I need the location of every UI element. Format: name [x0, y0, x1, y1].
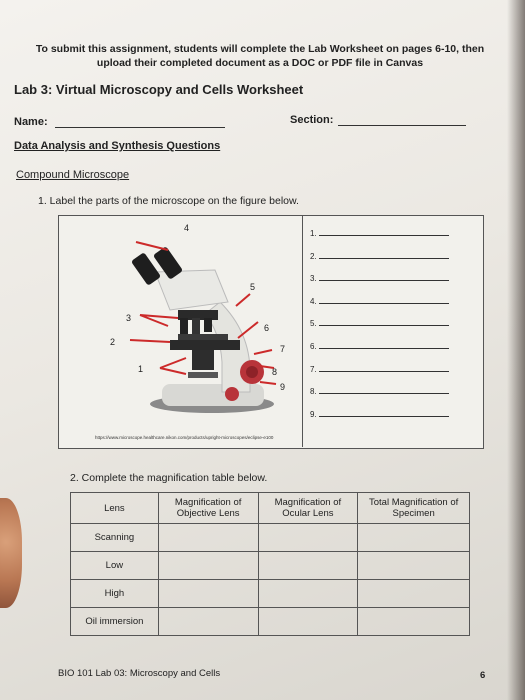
objective-2	[192, 318, 200, 334]
arrow-5	[236, 294, 250, 306]
cell-total[interactable]	[358, 524, 470, 552]
label-blank[interactable]	[319, 364, 449, 372]
marker-9: 9	[280, 382, 286, 392]
row-lens-name: High	[71, 580, 159, 608]
label-blank[interactable]	[319, 228, 449, 236]
subheading: Compound Microscope	[16, 169, 130, 181]
label-number: 8.	[310, 387, 317, 397]
arrow-9	[260, 382, 276, 384]
label-row-1[interactable]	[310, 228, 449, 251]
cell-ocular[interactable]	[258, 552, 358, 580]
arrow-7	[254, 350, 272, 354]
cell-total[interactable]	[358, 608, 470, 636]
cell-ocular[interactable]	[258, 580, 358, 608]
label-blank[interactable]	[319, 318, 449, 326]
table-row	[71, 580, 470, 608]
arrow-1b	[160, 368, 186, 374]
label-row-3[interactable]	[310, 273, 449, 296]
label-row-5[interactable]	[310, 318, 449, 341]
label-blank[interactable]	[319, 341, 449, 349]
cell-objective[interactable]	[158, 608, 258, 636]
row-lens-name: Scanning	[71, 524, 159, 552]
footer-title: BIO 101 Lab 03: Microscopy and Cells	[58, 668, 221, 679]
label-blank[interactable]	[319, 409, 449, 417]
instruction-line-1: To submit this assignment, students will complete the Lab Worksheet on pages 6-10, then	[35, 43, 485, 55]
cell-ocular[interactable]	[258, 608, 358, 636]
page-shadow-edge	[507, 0, 525, 700]
cell-total[interactable]	[358, 552, 470, 580]
cell-objective[interactable]	[158, 524, 258, 552]
marker-5: 5	[250, 282, 256, 292]
label-blank[interactable]	[319, 273, 449, 281]
instruction-line-2: upload their completed document as a DOC or PDF file in Canvas	[96, 57, 424, 69]
name-label: Name:	[14, 116, 48, 128]
section-heading: Data Analysis and Synthesis Questions	[14, 140, 221, 152]
header-objective: Magnification of Objective Lens	[158, 493, 258, 524]
label-row-7[interactable]	[310, 364, 449, 387]
name-field	[14, 116, 225, 128]
name-blank-line[interactable]	[55, 117, 225, 128]
marker-3: 3	[126, 313, 132, 323]
figure-label-list	[310, 228, 449, 431]
marker-4: 4	[184, 223, 190, 233]
label-row-8[interactable]	[310, 386, 449, 409]
figure-source-url: https://www.microscope.healthcare.nikon.com/products/upright-microscopes/eclipse-e100	[95, 435, 274, 440]
objective-3	[204, 318, 212, 332]
arrow-6	[238, 322, 258, 338]
cell-total[interactable]	[358, 580, 470, 608]
label-blank[interactable]	[319, 251, 449, 259]
label-row-6[interactable]	[310, 341, 449, 364]
figure-divider	[302, 215, 303, 447]
section-field	[290, 114, 466, 126]
arrow-1a	[160, 358, 186, 368]
marker-6: 6	[264, 323, 270, 333]
light-dial	[225, 387, 239, 401]
marker-1: 1	[138, 364, 144, 374]
lab-title: Lab 3: Virtual Microscopy and Cells Worksheet	[14, 82, 304, 97]
label-number: 7.	[310, 364, 317, 374]
question-1: 1. Label the parts of the microscope on the figure below.	[38, 195, 299, 207]
page-number: 6	[480, 670, 486, 681]
label-number: 4.	[310, 296, 317, 306]
label-number: 5.	[310, 319, 317, 329]
label-number: 3.	[310, 274, 317, 284]
label-row-9[interactable]	[310, 409, 449, 432]
objective-1	[180, 318, 188, 334]
submission-instructions	[20, 42, 500, 70]
microscope-head	[155, 270, 228, 310]
label-blank[interactable]	[319, 296, 449, 304]
cell-objective[interactable]	[158, 552, 258, 580]
label-row-2[interactable]	[310, 251, 449, 274]
label-number: 6.	[310, 341, 317, 351]
arrow-4	[136, 242, 168, 250]
fine-focus-knob	[246, 366, 258, 378]
table-row	[71, 524, 470, 552]
row-lens-name: Oil immersion	[71, 608, 159, 636]
stage	[170, 340, 240, 350]
table-header-row	[71, 493, 470, 524]
header-total: Total Magnification of Specimen	[358, 493, 470, 524]
table-row	[71, 552, 470, 580]
label-row-4[interactable]	[310, 296, 449, 319]
cell-ocular[interactable]	[258, 524, 358, 552]
marker-2: 2	[110, 337, 116, 347]
label-number: 2.	[310, 251, 317, 261]
label-number: 9.	[310, 409, 317, 419]
condenser	[192, 350, 214, 370]
section-blank-line[interactable]	[338, 115, 466, 126]
header-ocular: Magnification of Ocular Lens	[258, 493, 358, 524]
stage-clip	[178, 334, 228, 340]
section-label: Section:	[290, 114, 334, 126]
light-source	[188, 372, 218, 378]
arrow-2	[130, 340, 170, 342]
marker-8: 8	[272, 367, 278, 377]
cell-objective[interactable]	[158, 580, 258, 608]
magnification-table	[70, 492, 470, 636]
table-row	[71, 608, 470, 636]
row-lens-name: Low	[71, 552, 159, 580]
question-2: 2. Complete the magnification table below.	[70, 472, 268, 484]
label-number: 1.	[310, 229, 317, 238]
label-blank[interactable]	[319, 386, 449, 394]
marker-7: 7	[280, 344, 286, 354]
header-lens: Lens	[71, 493, 159, 524]
